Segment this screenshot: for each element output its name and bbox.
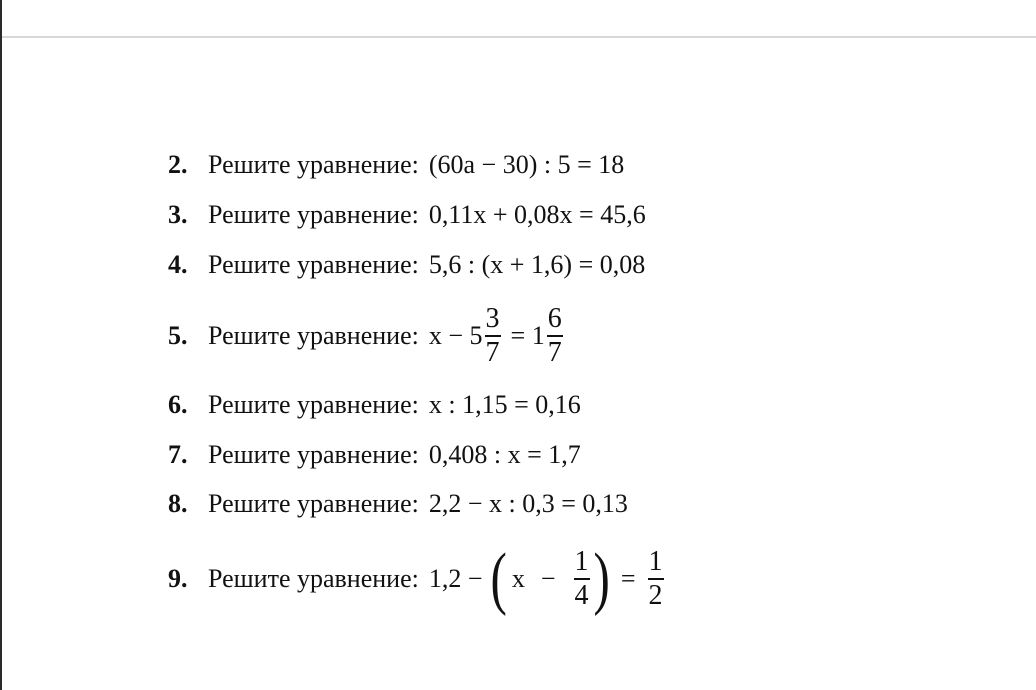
problem-9: [168, 540, 666, 618]
problem-number: 7.: [168, 440, 188, 469]
equation-middle: = 1: [510, 321, 545, 350]
problem-number: 9.: [168, 564, 188, 593]
right-parenthesis: ): [593, 540, 610, 617]
problem-8: [168, 489, 628, 519]
problem-number: 3.: [168, 200, 188, 229]
variable: x: [511, 564, 525, 593]
fraction: [485, 304, 501, 368]
problem-7: [168, 440, 581, 470]
problem-2: [168, 150, 624, 180]
fraction: [574, 547, 590, 611]
top-divider: [2, 36, 1036, 38]
denominator: 7: [547, 337, 562, 368]
minus-sign: −: [540, 564, 556, 593]
problem-5: [168, 300, 565, 372]
equation-prefix: 1,2 −: [428, 564, 483, 593]
problem-text: Решите уравнение:: [208, 150, 419, 179]
problem-number: 2.: [168, 150, 188, 179]
equation: 0,408 : x = 1,7: [428, 440, 581, 469]
problem-text: Решите уравнение:: [208, 440, 419, 469]
problem-text: Решите уравнение:: [208, 489, 419, 518]
denominator: 7: [485, 337, 500, 368]
problem-number: 4.: [168, 250, 188, 279]
left-parenthesis: (: [490, 540, 507, 617]
equation: 5,6 : (x + 1,6) = 0,08: [428, 250, 646, 279]
problem-text: Решите уравнение:: [208, 321, 419, 350]
numerator: 1: [574, 546, 589, 577]
problem-text: Решите уравнение:: [208, 200, 419, 229]
problem-text: Решите уравнение:: [208, 390, 419, 419]
equation: (60a − 30) : 5 = 18: [428, 150, 625, 179]
problem-3: [168, 200, 646, 230]
left-border: [0, 0, 2, 690]
problem-4: [168, 250, 645, 280]
equation: 2,2 − x : 0,3 = 0,13: [428, 489, 628, 518]
denominator: 2: [648, 580, 663, 611]
problem-number: 5.: [168, 321, 188, 350]
problem-text: Решите уравнение:: [208, 250, 419, 279]
numerator: 6: [547, 303, 562, 334]
problem-6: [168, 390, 581, 420]
equals-sign: =: [620, 564, 636, 593]
equation-prefix: x − 5: [428, 321, 483, 350]
numerator: 3: [485, 303, 500, 334]
equation: x : 1,15 = 0,16: [428, 390, 581, 419]
problem-number: 6.: [168, 390, 188, 419]
numerator: 1: [648, 546, 663, 577]
fraction: [648, 547, 664, 611]
denominator: 4: [574, 580, 589, 611]
equation: 0,11x + 0,08x = 45,6: [428, 200, 646, 229]
problem-text: Решите уравнение:: [208, 564, 419, 593]
problem-number: 8.: [168, 489, 188, 518]
fraction: [547, 304, 563, 368]
